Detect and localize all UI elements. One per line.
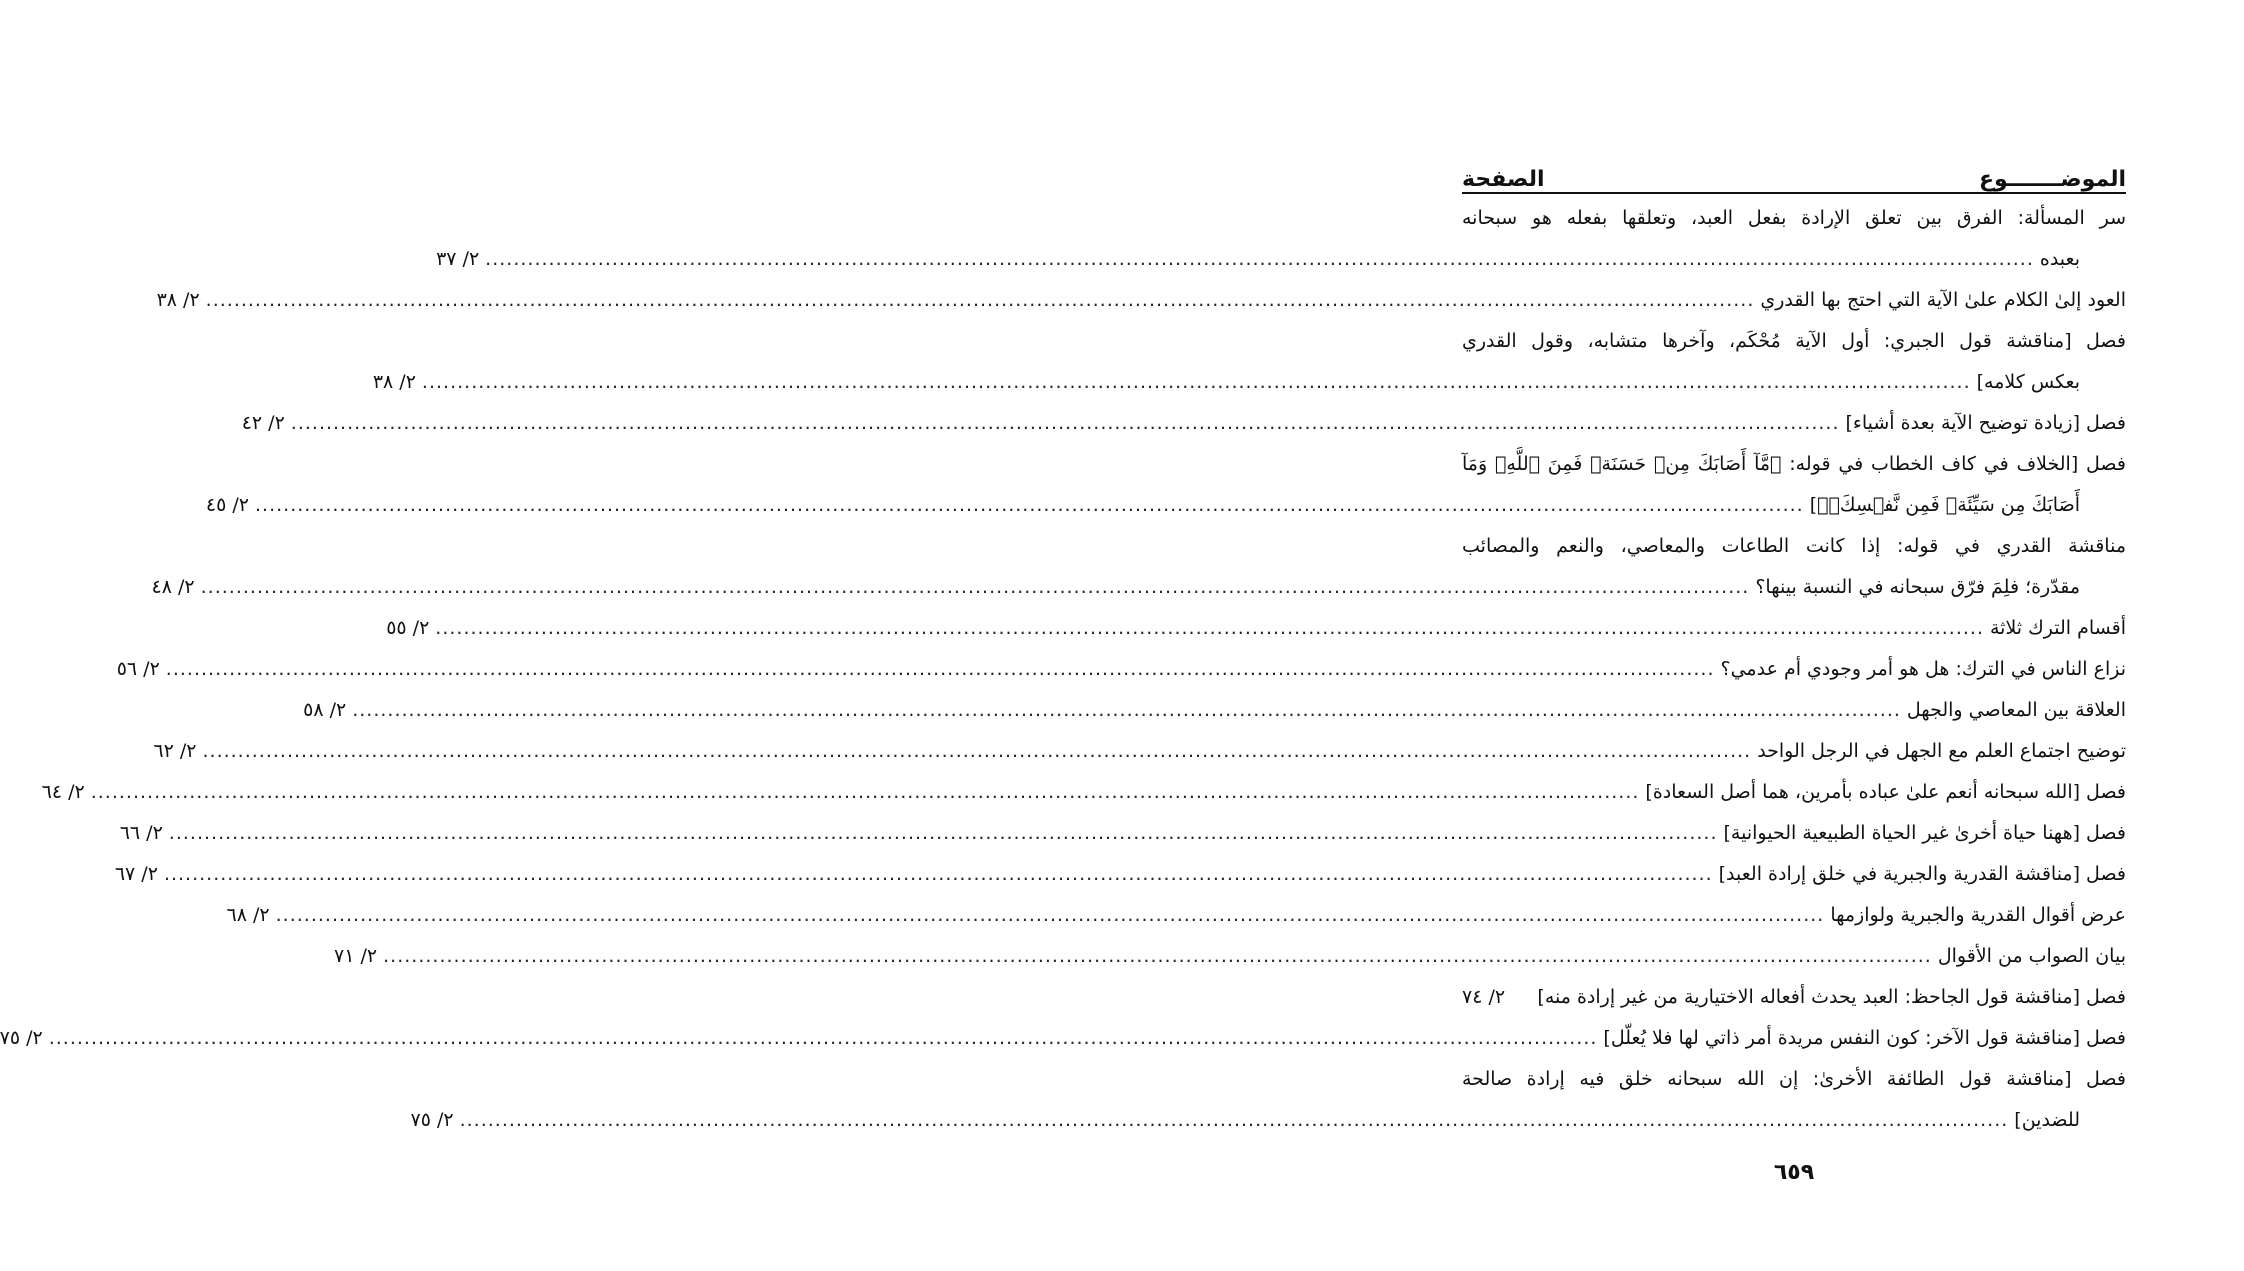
- leader-dots: ............................................................................................................................................................................................................................: [205, 289, 1755, 311]
- toc-entry-page: ٢/ ٦٨: [226, 904, 270, 926]
- toc-entry-line: [153, 731, 2126, 772]
- toc-entry-line: [41, 772, 2126, 813]
- leader-dots: ............................................................................................................................................................................................................................: [383, 945, 1932, 967]
- toc-entry-title: نزاع الناس في الترك: هل هو أمر وجودي أم عدمي؟: [1720, 658, 2126, 680]
- toc-entry-line: [114, 854, 2126, 895]
- toc-entry-page: ٢/ ٦٧: [114, 863, 158, 885]
- leader-dots: ............................................................................................................................................................................................................................: [255, 494, 1804, 516]
- toc-entry-line: [119, 813, 2126, 854]
- leader-dots: ............................................................................................................................................................................................................................: [168, 822, 1718, 844]
- toc-entry-page: ٢/ ٣٨: [372, 371, 416, 393]
- toc-entry-line: [386, 608, 2126, 649]
- toc-entry-page: ٢/ ٧٤: [1462, 986, 1506, 1008]
- toc-entry-title: فصل [مناقشة قول الجاحظ: العبد يحدث أفعاله الاختيارية من غير إرادة منه]: [1537, 986, 2126, 1008]
- toc-entry-page: ٢/ ٤٨: [151, 576, 195, 598]
- toc-entry-page: ٢/ ٤٢: [241, 412, 285, 434]
- toc-entry-title: بعكس كلامه]: [1976, 371, 2080, 393]
- leader-dots: ............................................................................................................................................................................................................................: [459, 1109, 2009, 1131]
- toc-entry-title: سر المسألة: الفرق بين تعلق الإرادة بفعل العبد، وتعلقها بفعله هو سبحانه: [1462, 207, 2126, 229]
- toc-entry-title: توضيح اجتماع العلم مع الجهل في الرجل الواحد: [1757, 740, 2126, 762]
- toc-entry-line: [1462, 198, 2126, 239]
- toc-entry-title: العلاقة بين المعاصي والجهل: [1906, 699, 2126, 721]
- toc-entry-page: ٢/ ٥٥: [386, 617, 430, 639]
- toc-entry-title: فصل [زيادة توضيح الآية بعدة أشياء]: [1845, 412, 2126, 434]
- toc-entry-title: فصل [مناقشة قول الطائفة الأخرىٰ: إن الله سبحانه خلق فيه إرادة صالحة: [1462, 1068, 2126, 1090]
- toc-entry-title: بيان الصواب من الأقوال: [1937, 945, 2126, 967]
- toc-entry-page: ٢/ ٤٥: [205, 494, 249, 516]
- leader-dots: ............................................................................................................................................................................................................................: [163, 863, 1713, 885]
- leader-dots: ............................................................................................................................................................................................................................: [421, 371, 1971, 393]
- toc-page: [0, 150, 2126, 1141]
- toc-entry-line: [0, 1018, 2126, 1059]
- topic-heading: الموضـــــــوع: [1978, 167, 2126, 192]
- page-number: ٦٥٩: [1773, 1160, 1815, 1185]
- leader-dots: ............................................................................................................................................................................................................................: [165, 658, 1715, 680]
- toc-entry-line: [205, 485, 2126, 526]
- toc-entry-page: ٢/ ٧٥: [410, 1109, 454, 1131]
- page-heading: الصفحة: [1462, 167, 1545, 192]
- toc-entry-title: فصل [الله سبحانه أنعم علىٰ عباده بأمرين، هما أصل السعادة]: [1645, 781, 2126, 803]
- leader-dots: ............................................................................................................................................................................................................................: [435, 617, 1984, 639]
- toc-entry-line: [156, 280, 2126, 321]
- toc-entry-title: فصل [ههنا حياة أخرىٰ غير الحياة الطبيعية الحيوانية]: [1723, 822, 2126, 844]
- leader-dots: ............................................................................................................................................................................................................................: [202, 740, 1752, 762]
- toc-entry-line: [410, 1100, 2126, 1141]
- toc-entry-page: ٢/ ٣٨: [156, 289, 200, 311]
- leader-dots: ............................................................................................................................................................................................................................: [200, 576, 1750, 598]
- toc-entry-title: مقدّرة؛ فلِمَ فرّق سبحانه في النسبة بينها؟: [1755, 576, 2080, 598]
- leader-dots: ............................................................................................................................................................................................................................: [485, 248, 2034, 270]
- toc-entry-title: العود إلىٰ الكلام علىٰ الآية التي احتج بها القدري: [1760, 289, 2126, 311]
- leader-dots: ............................................................................................................................................................................................................................: [90, 781, 1640, 803]
- toc-entry-line: [241, 403, 2126, 444]
- toc-entry-page: ٢/ ٥٨: [303, 699, 347, 721]
- toc-entry-line: [226, 895, 2126, 936]
- toc-entry-title: أقسام الترك ثلاثة: [1990, 617, 2126, 639]
- toc-entry-title: للضدين]: [2014, 1109, 2080, 1131]
- toc-entry-title: مناقشة القدري في قوله: إذا كانت الطاعات والمعاصي، والنعم والمصائب: [1462, 535, 2126, 557]
- toc-entry-line: [303, 690, 2126, 731]
- table-header: [1462, 150, 2126, 194]
- toc-entry-title: بعبده: [2039, 248, 2080, 270]
- toc-entry-line: [1462, 977, 2126, 1018]
- toc-entry-line: [436, 239, 2126, 280]
- toc-entry-title: عرض أقوال القدرية والجبرية ولوازمها: [1830, 904, 2126, 926]
- leader-dots: ............................................................................................................................................................................................................................: [48, 1027, 1598, 1049]
- toc-entry-page: ٢/ ٧٥: [0, 1027, 43, 1049]
- toc-entry-title: فصل [الخلاف في كاف الخطاب في قوله: ﴿مَّآ أَصَابَكَ مِنۡ حَسَنَةٖ فَمِنَ ٱللَّهِۖ وَمَآ: [1462, 453, 2126, 475]
- leader-dots: ............................................................................................................................................................................................................................: [275, 904, 1825, 926]
- toc-entry-page: ٢/ ٥٦: [116, 658, 160, 680]
- toc-entry-page: ٢/ ٦٤: [41, 781, 85, 803]
- toc-entry-line: [334, 936, 2126, 977]
- toc-entry-title: فصل [مناقشة قول الجبري: أول الآية مُحْكَم، وآخرها متشابه، وقول القدري: [1462, 330, 2126, 352]
- toc-entry-title: فصل [مناقشة قول الآخر: كون النفس مريدة أمر ذاتي لها فلا يُعلّل]: [1603, 1027, 2126, 1049]
- toc-entry-page: ٢/ ٦٢: [153, 740, 197, 762]
- toc-entry-page: ٢/ ٧١: [334, 945, 378, 967]
- toc-entry-page: ٢/ ٣٧: [436, 248, 480, 270]
- toc-list: [0, 198, 2126, 1141]
- toc-entry-line: [1462, 444, 2126, 485]
- toc-entry-title: فصل [مناقشة القدرية والجبرية في خلق إرادة العبد]: [1718, 863, 2126, 885]
- toc-entry-line: [1462, 321, 2126, 362]
- toc-entry-line: [151, 567, 2126, 608]
- toc-entry-line: [1462, 1059, 2126, 1100]
- toc-entry-line: [1462, 526, 2126, 567]
- toc-entry-title: أَصَابَكَ مِن سَيِّئَةٖ فَمِن نَّفۡسِكَۚ﴾]: [1809, 494, 2080, 516]
- toc-entry-page: ٢/ ٦٦: [119, 822, 163, 844]
- toc-entry-line: [116, 649, 2126, 690]
- toc-entry-line: [372, 362, 2126, 403]
- leader-dots: ............................................................................................................................................................................................................................: [290, 412, 1840, 434]
- leader-dots: ............................................................................................................................................................................................................................: [352, 699, 1901, 721]
